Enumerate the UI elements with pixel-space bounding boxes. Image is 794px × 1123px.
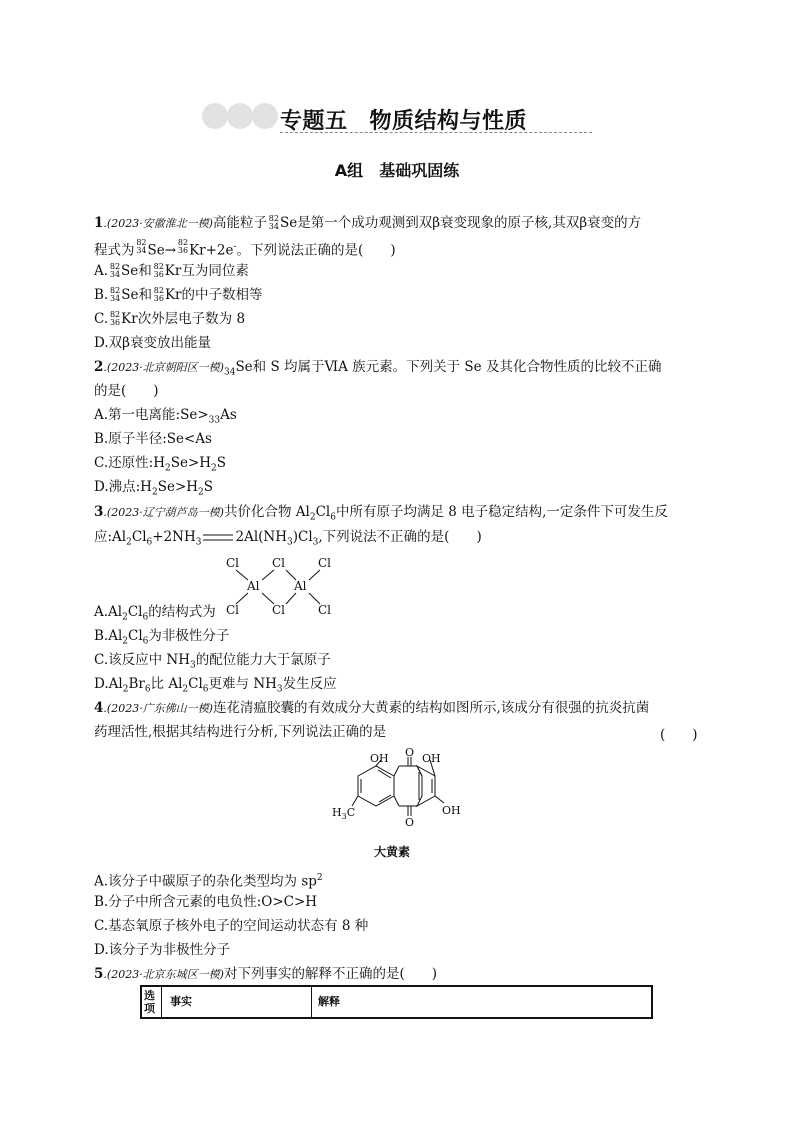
table-header-option: 选项 [142, 987, 162, 1017]
q4-option-b[interactable]: B.分子中所含元素的电负性:O>C>H [94, 894, 318, 910]
q4-stem-line2: 药理活性,根据其结构进行分析,下列说法正确的是 [94, 724, 387, 740]
emodin-caption: 大黄素 [374, 845, 411, 859]
mol-oh-bottom: OH [442, 804, 461, 817]
q2-option-c[interactable]: C.还原性$:H_2Se>H_2S$ [94, 455, 227, 474]
q3-option-c[interactable]: C.该反应中 $NH_3$的配位能力大于氯原子 [94, 652, 331, 671]
q3-option-d[interactable]: $D.Al_2Br_6$比 $Al_2Cl_6$更难与 $NH_3$发生反应 [94, 676, 337, 695]
q4-option-c[interactable]: C.基态氧原子核外电子的空间运动状态有 8 种 [94, 918, 369, 934]
decor-circle-icon [252, 103, 278, 129]
mol-o-top: O [405, 748, 415, 759]
emodin-structure-diagram [326, 748, 476, 844]
q2-stem-line2: 的是( ) [94, 383, 159, 399]
q2-option-d[interactable]: D.沸点$:H_2Se>H_2S$ [94, 479, 214, 498]
q3-option-b[interactable]: $B.Al_2Cl_6$为非极性分子 [94, 628, 230, 647]
decor-circle-icon [202, 103, 228, 129]
q1-option-c[interactable]: C. 82 36 Kr次外层电子数为 8 [94, 310, 246, 327]
q2-stem-line1: 2.(2023·北京朝阳区一模)$_{34}Se$和 S 均属于ⅥA 族元素。下列关于 Se 及其化合物性质的比较不正确 [94, 359, 662, 378]
q1-stem-line1: 1.(2023·安徽淮北一模)高能粒子 82 34 Se是第一个成功观测到双β衰变现象的原子核,其双β衰变的方 [94, 214, 642, 231]
title-underline [280, 132, 592, 133]
chapter-header [200, 100, 592, 136]
group-title: A组 基础巩固练 [334, 161, 460, 180]
q1-option-a[interactable]: A. 82 34 Se和 82 36 Kr互为同位素 [94, 262, 249, 279]
mol-o-bottom: O [405, 816, 415, 829]
mol-oh-left: OH [370, 752, 389, 765]
q4-stem-line1: 4.(2023·广东佛山一模)连花清瘟胶囊的有效成分大黄素的结构如图所示,该成分有很强的抗炎抗菌 [94, 700, 650, 716]
struct-al-right: Al [294, 579, 307, 593]
chapter-title: 专题五 物质结构与性质 [280, 109, 528, 134]
q1-option-d[interactable]: D.双β衰变放出能量 [94, 335, 211, 351]
equal-sign-arrow-icon [201, 532, 235, 544]
q1-option-b[interactable]: B. 82 34 Se和 82 36 Kr的中子数相等 [94, 286, 263, 303]
q4-option-a[interactable]: A.该分子中碳原子的杂化类型均为 $sp^2$ [94, 873, 323, 890]
q4-option-d[interactable]: D.该分子为非极性分子 [94, 942, 231, 958]
struct-cl-top-right: Cl [318, 556, 332, 570]
struct-cl-top-mid: Cl [272, 556, 286, 570]
q2-option-a[interactable]: A.第一电离能$:Se>_{33}As$ [94, 407, 237, 426]
q2-option-b[interactable]: B.原子半径:Se<As [94, 431, 212, 447]
table-header-fact: 事实 [162, 987, 312, 1017]
decor-circle-icon [227, 103, 253, 129]
q4-answer-paren: ( ) [660, 727, 698, 743]
q3-stem-line2: 应$:Al_2Cl_6+2NH_3$ $2Al(NH_3)Cl_3$,下列说法不正确的是( ) [94, 529, 482, 548]
q1-stem-line2: 程式为 82 34 Se→ 82 36 Kr+2e-。下列说法正确的是( ) [94, 238, 396, 259]
struct-cl-bottom-left: Cl [226, 603, 240, 617]
struct-cl-top-left: Cl [226, 556, 240, 570]
table-header-explanation: 解释 [318, 995, 340, 1008]
struct-al-left: Al [247, 579, 260, 593]
struct-cl-bottom-mid: Cl [272, 603, 286, 617]
q5-stem: 5.(2023·北京东城区一模)对下列事实的解释不正确的是( ) [94, 966, 438, 982]
q3-stem-line1: 3.(2023·辽宁葫芦岛一模)共价化合物 $Al_2Cl_6$中所有原子均满足 8 电子稳定结构,一定条件下可发生反 [94, 504, 668, 523]
q3-option-a[interactable]: $A.Al_2Cl_6$的结构式为 [94, 604, 216, 623]
q5-table [140, 985, 653, 1019]
al2cl6-structure-diagram [214, 552, 344, 622]
struct-cl-bottom-right: Cl [318, 603, 332, 617]
mol-methyl: $H_3C$ [332, 806, 356, 821]
mol-oh-right: OH [422, 752, 441, 765]
